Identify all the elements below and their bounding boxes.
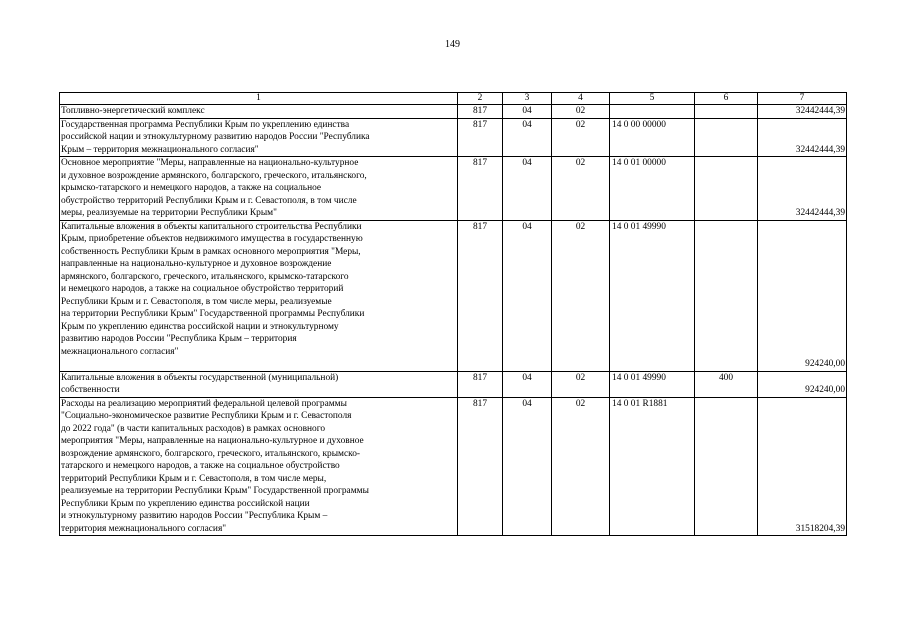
header-cell-5: 5 (610, 93, 695, 105)
row-name-line: армянского, болгарского, греческого, итальянского, крымско-татарского (61, 271, 349, 282)
row-code-target: 14 0 01 49990 (610, 371, 695, 397)
row-name-cell (60, 371, 458, 397)
row-code-expense-type (695, 118, 758, 157)
row-name-cell (60, 220, 458, 371)
row-code-target (610, 105, 695, 119)
row-code-admin: 817 (458, 220, 503, 371)
row-amount: 924240,00 (758, 220, 847, 371)
header-cell-7: 7 (758, 93, 847, 105)
row-name-line: Основное мероприятие "Меры, направленные на национально-культурное (61, 158, 359, 168)
header-cell-3: 3 (503, 93, 552, 105)
row-amount: 32442444,39 (758, 105, 847, 119)
row-name-line: татарского и немецкого народов, а также на социальное обустройство (61, 461, 340, 471)
row-code-expense-type (695, 220, 758, 371)
table-row (60, 371, 847, 397)
row-code-subsection: 02 (552, 157, 610, 221)
header-cell-6: 6 (695, 93, 758, 105)
row-name-line: российской нации и этнокультурному развитию народов России "Республика (61, 132, 370, 142)
row-name-line: Республики Крым по укреплению единства российской нации (61, 498, 310, 509)
row-code-expense-type (695, 105, 758, 119)
row-code-admin: 817 (458, 157, 503, 221)
row-name-line: Крым по укреплению единства российской нации и этнокультурному (61, 321, 339, 332)
row-name-line: до 2022 года" (в части капитальных расходов) в рамках основного (61, 423, 326, 434)
row-code-expense-type (695, 397, 758, 536)
row-name-line: территорий Республики Крым и г. Севастополя, в том числе меры, (61, 473, 327, 484)
table-row (60, 105, 847, 119)
row-name-line: мероприятия "Меры, направленные на национально-культурное и духовное (61, 436, 364, 446)
row-amount: 924240,00 (758, 371, 847, 397)
row-name-cell (60, 118, 458, 157)
row-code-admin: 817 (458, 397, 503, 536)
header-cell-4: 4 (552, 93, 610, 105)
row-name-line: возрождение армянского, болгарского, греческого, итальянского, крымско- (61, 448, 361, 459)
budget-table (59, 92, 847, 536)
table-row (60, 220, 847, 371)
row-name-cell (60, 105, 458, 119)
row-code-target: 14 0 01 R1881 (610, 397, 695, 536)
row-name-line: территория межнационального согласия" (61, 523, 227, 534)
row-code-subsection: 02 (552, 371, 610, 397)
row-code-subsection: 02 (552, 397, 610, 536)
row-name-line: Капитальные вложения в объекты государственной (муниципальной) (61, 372, 339, 383)
row-name-line: направленные на национально-культурное и духовное возрождение (61, 259, 332, 269)
table-row (60, 397, 847, 536)
row-code-subsection: 02 (552, 220, 610, 371)
row-name-line: обустройство территорий Республики Крым и г. Севастополя, в том числе (61, 195, 357, 206)
row-amount: 32442444,39 (758, 118, 847, 157)
row-amount: 31518204,39 (758, 397, 847, 536)
row-name-line: и немецкого народов, а также на социальное обустройство территорий (61, 284, 344, 294)
row-name-line: и этнокультурному развитию народов России "Республика Крым – (61, 511, 328, 521)
row-name-line: Республики Крым и г. Севастополя, в том числе меры, реализуемые (61, 296, 332, 307)
row-code-admin: 817 (458, 118, 503, 157)
row-name-cell (60, 157, 458, 221)
row-code-target: 14 0 00 00000 (610, 118, 695, 157)
row-name-line: Расходы на реализацию мероприятий федеральной целевой программы (61, 398, 347, 409)
table-body (60, 93, 847, 536)
row-code-section: 04 (503, 157, 552, 221)
row-code-section: 04 (503, 371, 552, 397)
row-code-subsection: 02 (552, 105, 610, 119)
row-code-section: 04 (503, 118, 552, 157)
row-name-line: и духовное возрождение армянского, болгарского, греческого, итальянского, (61, 170, 367, 181)
row-name-line: Топливно-энергетический комплекс (61, 106, 205, 116)
row-name-line: собственность Республики Крым в рамках основного мероприятия "Меры, (61, 246, 361, 257)
page-number: 149 (445, 39, 460, 50)
row-name-line (61, 358, 455, 371)
row-code-subsection: 02 (552, 118, 610, 157)
row-code-expense-type: 400 (695, 371, 758, 397)
row-code-admin: 817 (458, 371, 503, 397)
row-name-line: межнационального согласия" (61, 346, 179, 357)
row-amount: 32442444,39 (758, 157, 847, 221)
row-name-line: меры, реализуемые на территории Республики Крым" (61, 208, 277, 218)
header-cell-1: 1 (60, 93, 458, 105)
row-name-line: реализуемые на территории Республики Крым" Государственной программы (61, 486, 369, 496)
row-name-line: развитию народов России "Республика Крым – территория (61, 334, 297, 344)
row-name-line: Крым – территория межнационального согласия" (61, 144, 259, 155)
row-name-line: Капитальные вложения в объекты капитального строительства Республики (61, 221, 362, 232)
row-code-section: 04 (503, 220, 552, 371)
table-header-row (60, 93, 847, 105)
table-row (60, 157, 847, 221)
header-cell-2: 2 (458, 93, 503, 105)
row-name-line: собственности (61, 385, 120, 395)
table-row (60, 118, 847, 157)
row-name-line: Государственная программа Республики Крым по укреплению единства (61, 119, 350, 130)
row-name-cell (60, 397, 458, 536)
row-code-expense-type (695, 157, 758, 221)
row-code-target: 14 0 01 49990 (610, 220, 695, 371)
row-code-section: 04 (503, 105, 552, 119)
row-name-line: крымско-татарского и немецкого народов, а также на социальное (61, 183, 322, 193)
row-code-admin: 817 (458, 105, 503, 119)
row-code-section: 04 (503, 397, 552, 536)
row-code-target: 14 0 01 00000 (610, 157, 695, 221)
row-name-line: Крым, приобретение объектов недвижимого имущества в государственную (61, 234, 363, 244)
row-name-line: "Социально-экономическое развитие Республики Крым и г. Севастополя (61, 411, 352, 421)
row-name-line: на территории Республики Крым" Государственной программы Республики (61, 309, 365, 319)
